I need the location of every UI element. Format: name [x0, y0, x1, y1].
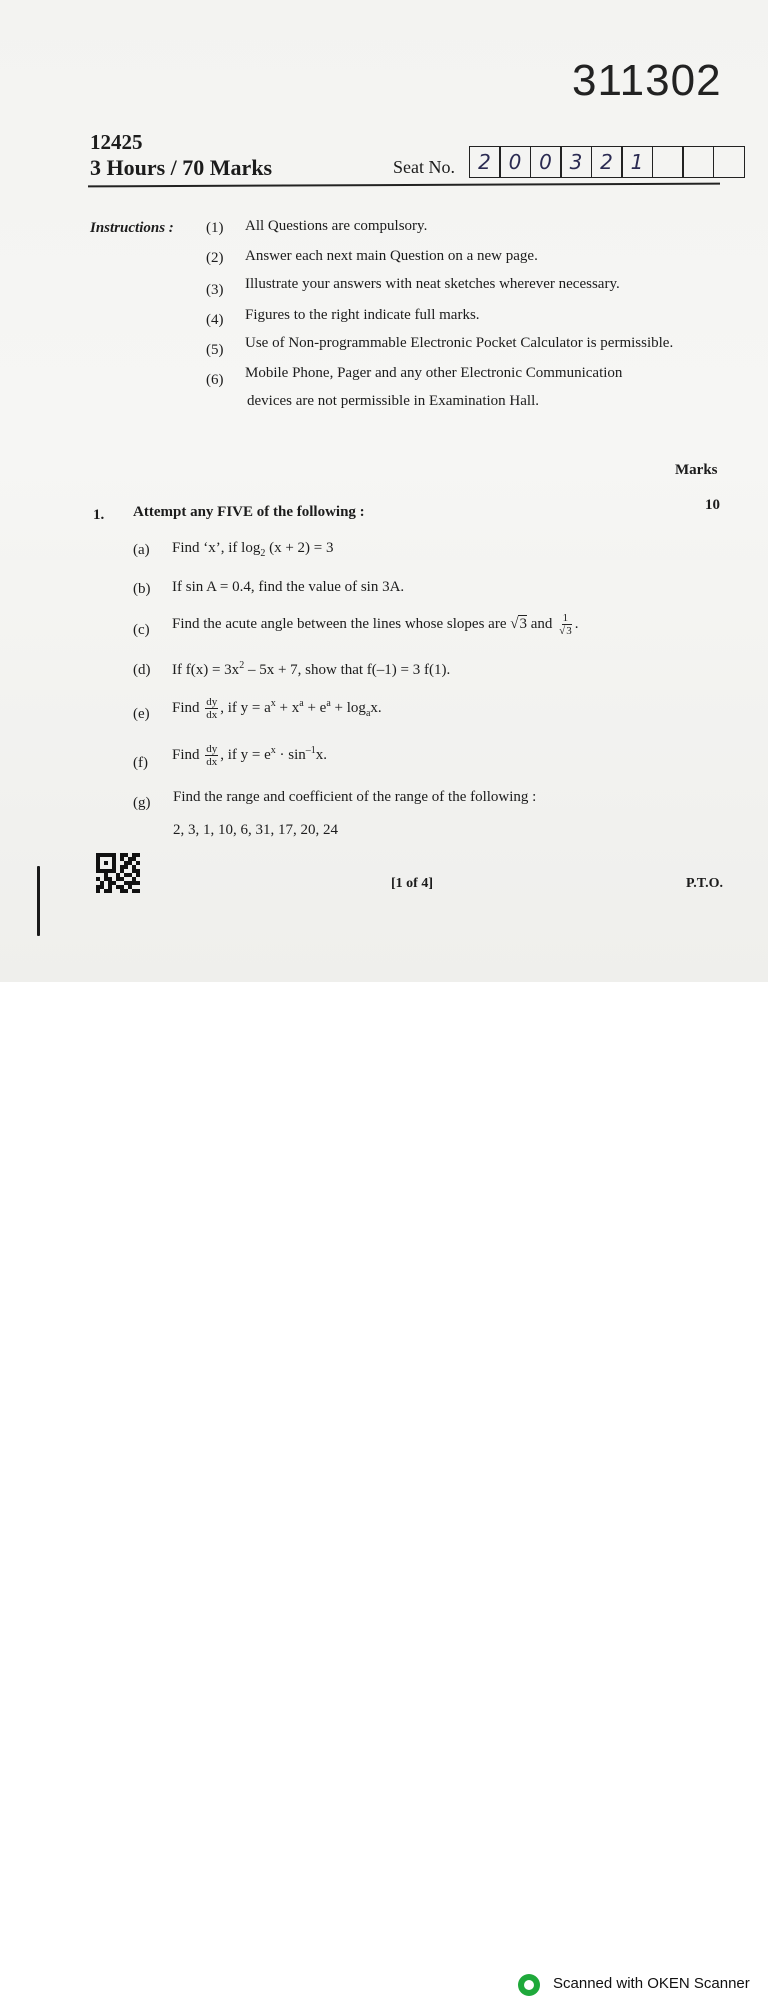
question-title: Attempt any FIVE of the following :	[133, 504, 365, 520]
scanner-watermark-text: Scanned with OKEN Scanner	[553, 1975, 750, 1992]
subquestion-label: (c)	[133, 622, 150, 638]
subquestion-label: (b)	[133, 581, 151, 597]
scanner-footer	[0, 982, 768, 1992]
instruction-text: Use of Non-programmable Electronic Pocket Calculator is permissible.	[245, 335, 674, 351]
subquestion-label: (e)	[133, 706, 150, 722]
seat-box: 3	[560, 146, 592, 178]
subquestion-b-text: If sin A = 0.4, find the value of sin 3A.	[172, 579, 405, 595]
data-values: 2, 3, 1, 10, 6, 31, 17, 20, 24	[173, 822, 338, 838]
instructions-label: Instructions :	[90, 220, 174, 236]
subquestion-d-text: If $f(x) = 3x^2 - 5x + 7$, show that f(–1) = 3 f(1).	[172, 660, 451, 678]
page-number: [1 of 4]	[391, 876, 433, 891]
instruction-text: Illustrate your answers with neat sketches wherever necessary.	[245, 276, 620, 292]
qr-code	[96, 853, 140, 893]
question-marks: 10	[705, 497, 720, 513]
pto-label: P.T.O.	[686, 876, 723, 891]
header-divider	[88, 183, 720, 188]
instruction-number: (2)	[206, 250, 224, 266]
ink-mark	[37, 866, 40, 936]
subject-code: 12425	[90, 130, 143, 154]
instruction-number: (3)	[206, 282, 224, 298]
seat-box: 1	[621, 146, 653, 178]
subquestion-g-text: Find the range and coefficient of the range of the following :	[173, 789, 537, 805]
instruction-text: Answer each next main Question on a new page.	[245, 248, 538, 264]
duration-marks: 3 Hours / 70 Marks	[90, 155, 273, 180]
qr-module	[136, 889, 140, 893]
subquestion-label: (d)	[133, 662, 151, 678]
instruction-text: All Questions are compulsory.	[245, 218, 428, 234]
paper-code: 311302	[572, 56, 722, 105]
subquestion-c-text: Find the acute angle between the lines whose slopes are √3 and $\frac{1}{√3}$ .	[172, 612, 579, 638]
seat-box	[713, 146, 745, 178]
instruction-number: (1)	[206, 220, 224, 236]
seat-number-boxes	[470, 146, 745, 178]
subquestion-e-text: Find $\frac{dy}{dx}$ , if $y = a^x + x^a + e^a + \log_ax$.	[172, 696, 382, 722]
oken-scanner-logo-icon	[518, 1974, 540, 1996]
seat-label: Seat No.	[393, 157, 455, 177]
exam-paper	[0, 0, 768, 982]
subquestion-a-text: Find ‘x’, if $\log_2 (x + 2) = 3$	[172, 540, 334, 559]
seat-box: 2	[591, 146, 623, 178]
subquestion-label: (f)	[133, 755, 148, 771]
seat-box: 0	[499, 146, 531, 178]
subquestion-f-text: Find $\frac{dy}{dx}$ , if $y = e^x \cdot \sin^{-1}x$.	[172, 743, 328, 769]
seat-box: 0	[530, 146, 562, 178]
seat-box	[652, 146, 684, 178]
subquestion-label: (a)	[133, 542, 150, 558]
instruction-number: (5)	[206, 342, 224, 358]
instruction-number: (6)	[206, 372, 224, 388]
instruction-text-continued: devices are not permissible in Examination Hall.	[247, 393, 540, 409]
seat-box	[682, 146, 714, 178]
instruction-text: Mobile Phone, Pager and any other Electronic Communication	[245, 365, 623, 381]
marks-heading: Marks	[675, 462, 718, 478]
instruction-number: (4)	[206, 312, 224, 328]
subquestion-label: (g)	[133, 795, 151, 811]
question-number: 1.	[93, 507, 105, 523]
instruction-text: Figures to the right indicate full marks.	[245, 307, 480, 323]
seat-box: 2	[469, 146, 501, 178]
